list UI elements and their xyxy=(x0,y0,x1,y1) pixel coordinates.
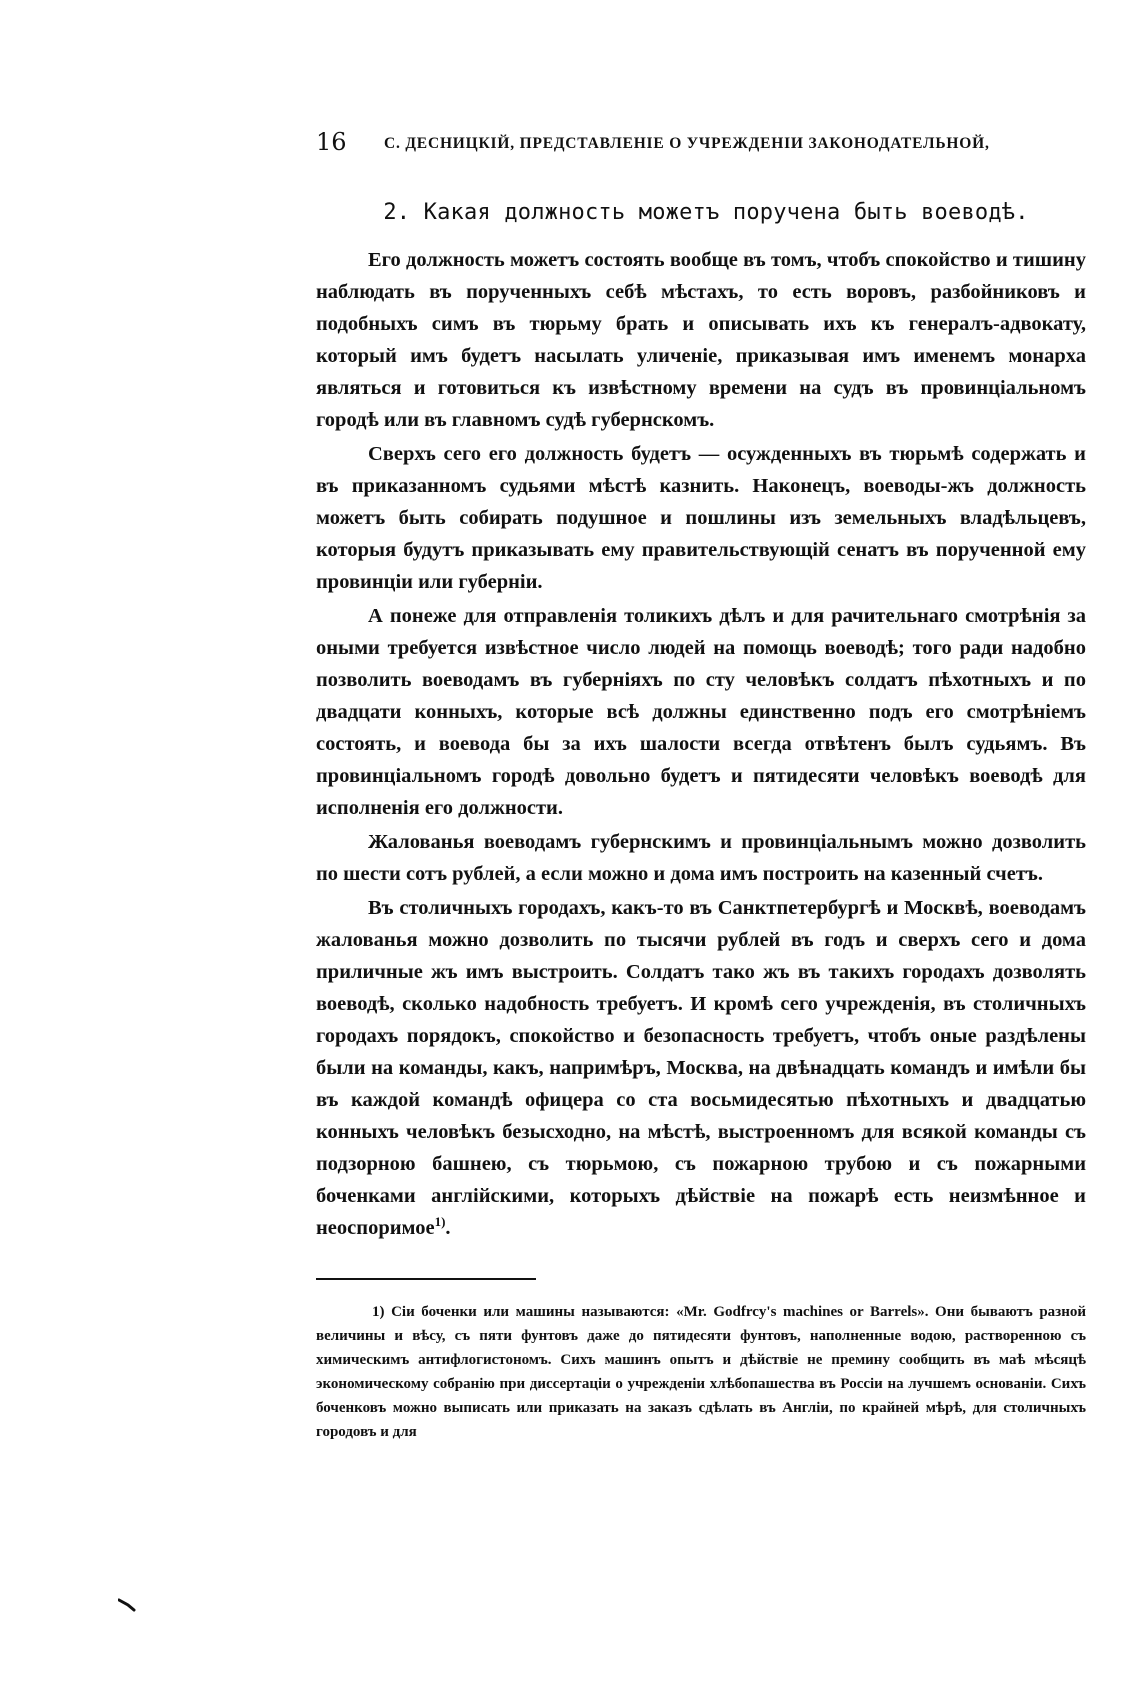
footnote-divider xyxy=(316,1278,536,1280)
paragraph: Сверхъ сего его должность будетъ — осужденныхъ въ тюрьмѣ содержать и въ приказанномъ судьями мѣстѣ казнить. Наконецъ, воеводы-жъ должность можетъ быть собирать подушное и пошлины изъ земельныхъ владѣльцевъ, которыя будутъ приказывать ему правительствующій сенатъ въ порученной ему провинціи или губерніи. xyxy=(316,443,1086,593)
page-number: 16 xyxy=(316,128,347,156)
paragraph: А понеже для отправленія толикихъ дѣлъ и для рачительнаго смотрѣнія за оными требуется извѣстное число людей на помощь воеводѣ; того ради надобно позволить воеводамъ въ губерніяхъ по сту человѣкъ солдатъ пѣхотныхъ и по двадцати конныхъ, которые всѣ должны единственно подъ его смотрѣніемъ состоять, и воевода бы за ихъ шалости всегда отвѣтенъ былъ судьямъ. Въ провинціальномъ городѣ довольно будетъ и пятидесяти человѣкъ воеводѣ для исполненія его должности. xyxy=(316,605,1086,819)
running-head: С. ДЕСНИЦКІЙ, ПРЕДСТАВЛЕНІЕ О УЧРЕЖДЕНІИ ЗАКОНОДАТЕЛЬНОЙ, xyxy=(384,135,990,152)
page-header xyxy=(316,126,1096,162)
paragraph: Жалованья воеводамъ губернскимъ и провинціальнымъ можно дозволить по шести сотъ рублей, а если можно и дома имъ построить на казенный счетъ. xyxy=(316,831,1086,885)
stray-mark-icon xyxy=(118,1598,136,1612)
paragraph: Его должность можетъ состоять вообще въ томъ, чтобъ спокойство и тишину наблюдать въ порученныхъ себѣ мѣстахъ, то есть воровъ, разбойниковъ и подобныхъ симъ въ тюрьму брать и описывать ихъ къ генералъ-адвокату, который имъ будетъ насылать уличеніе, приказывая имъ именемъ монарха являться и готовиться къ извѣстному времени на судъ въ провинціальномъ городѣ или въ главномъ судѣ губернскомъ. xyxy=(316,249,1086,431)
section-title: 2. Какая должность можетъ поручена быть воеводѣ. xyxy=(383,200,1029,225)
main-text xyxy=(316,244,1086,1244)
paragraph-text: Въ столичныхъ городахъ, какъ-то въ Санктпетербургѣ и Москвѣ, воеводамъ жалованья можно дозволить по тысячи рублей въ годъ и сверхъ сего и дома приличные жъ имъ выстроить. Солдатъ тако жъ въ такихъ городахъ дозволять воеводѣ, сколько надобность требуетъ. И кромѣ сего учрежденія, въ столичныхъ городахъ порядокъ, спокойство и безопасность требуетъ, чтобъ оные раздѣлены были на команды, какъ, напримѣръ, Москва, на двѣнадцать командъ и имѣли бы въ каждой командѣ офицера со ста восьмидесятью пѣхотныхъ и двадцатью конныхъ человѣкъ безысходно, на мѣстѣ, выстроенномъ для всякой команды съ подзорною башнею, съ тюрьмою, съ пожарною трубою и съ пожарными боченками англійскими, которыхъ дѣйствіе на пожарѣ есть неизмѣнное и неоспоримое xyxy=(316,897,1086,1239)
footnote: 1) Сіи боченки или машины называются: «Mr. Godfrcy's machines or Barrels». Они бываютъ разной величины и вѣсу, съ пяти фунтовъ даже до пятидесяти фунтовъ, наполненные водою, растворенною съ химическимъ антифлогистономъ. Сихъ машинъ опытъ и дѣйствіе не премину сообщить въ маѣ мѣсяцѣ экономическому собранію при диссертаціи о учрежденіи хлѣбопашества въ Россіи на лучшемъ основаніи. Сихъ боченковъ можно выписать или приказать на заказъ сдѣлать въ Англіи, по крайней мѣрѣ, для столичныхъ городовъ и для xyxy=(316,1304,1086,1440)
paragraph: Въ столичныхъ городахъ, какъ-то въ Санктпетербургѣ и Москвѣ, воеводамъ жалованья можно дозволить по тысячи рублей въ годъ и сверхъ сего и дома приличные жъ имъ выстроить. Солдатъ тако жъ въ такихъ городахъ дозволять воеводѣ, сколько надобность требуетъ. И кромѣ сего учрежденія, въ столичныхъ городахъ порядокъ, спокойство и безопасность требуетъ, чтобъ оные раздѣлены были на команды, какъ, напримѣръ, Москва, на двѣнадцать командъ и имѣли бы въ каждой командѣ офицера со ста восьмидесятью пѣхотныхъ и двадцатью конныхъ человѣкъ безысходно, на мѣстѣ, выстроенномъ для всякой команды съ подзорною башнею, съ тюрьмою, съ пожарною трубою и съ пожарными боченками англійскими, которыхъ дѣйствіе на пожарѣ есть неизмѣнное и неоспоримое$^{1)}$. xyxy=(316,897,1086,1239)
footnote-reference: 1) xyxy=(434,1214,446,1230)
